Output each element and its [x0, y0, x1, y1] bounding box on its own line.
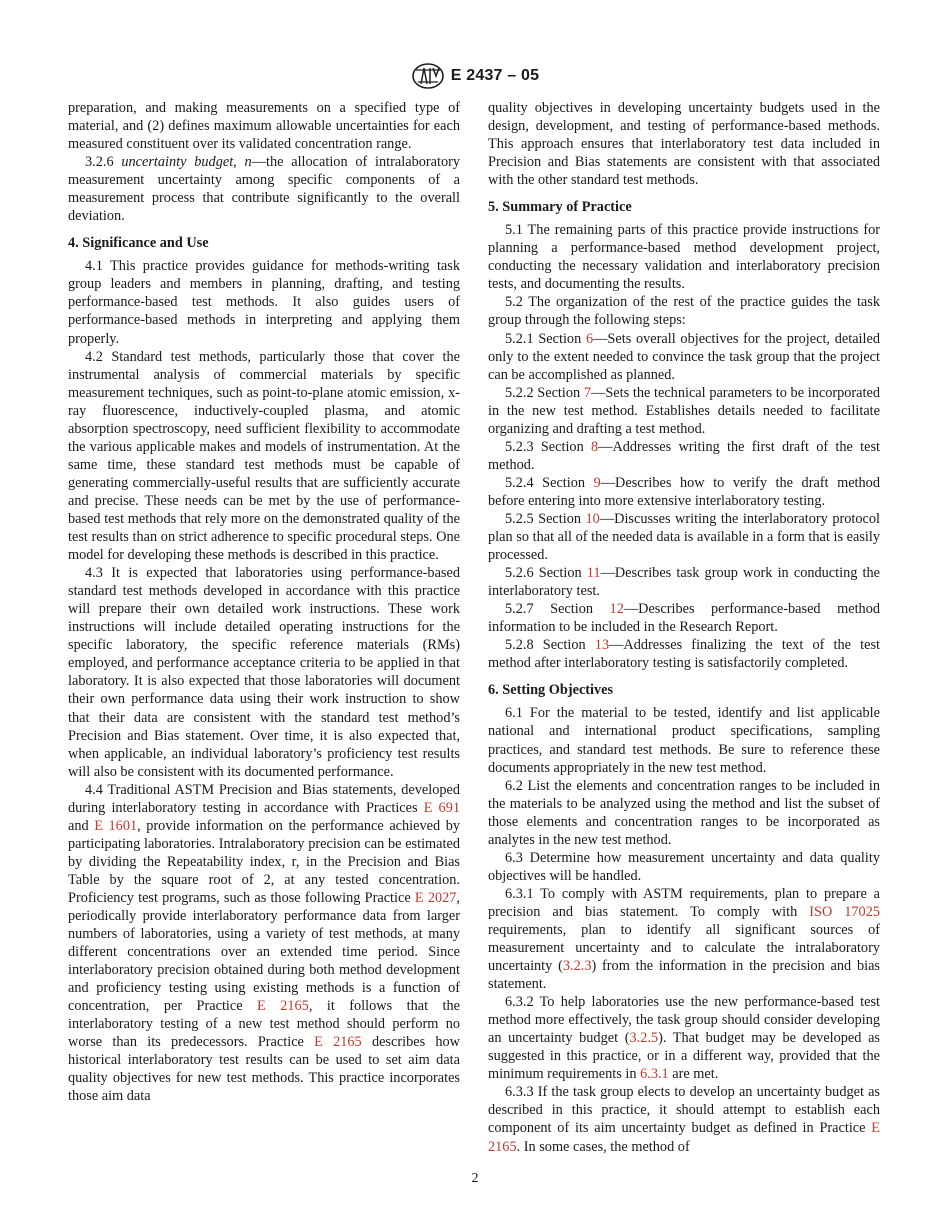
section-heading-4: 4. Significance and Use [68, 235, 209, 252]
paragraph-6-2: 6.2 List the elements and concentration ranges to be included in the materials to be analyzed using the method and list the subset of those elements and concentration ranges to be incorporated as analytes in the new test method. [488, 777, 880, 848]
section-link-11[interactable]: 11 [586, 565, 601, 582]
ref-link-e1601[interactable]: E 1601 [94, 817, 138, 834]
ref-link-3-2-3[interactable]: 3.2.3 [562, 958, 592, 975]
paragraph-6-3: 6.3 Determine how measurement uncertainty and data quality objectives will be handled. [488, 849, 880, 884]
defined-term: uncertainty budget [121, 154, 234, 171]
paragraph-5-2-8: 5.2.8 Section 13—Addresses finalizing the text of the test method after interlaboratory testing is satisfactorily completed. [488, 637, 880, 672]
ref-link-iso17025[interactable]: ISO 17025 [809, 903, 880, 920]
paragraph-5-2-2: 5.2.2 Section 7—Sets the technical parameters to be incorporated in the new test method. Establishes details needed to facilitate organizing and drafting a test method. [488, 384, 880, 437]
paragraph-5-2: 5.2 The organization of the rest of the practice guides the task group through the following steps: [488, 294, 880, 329]
section-link-12[interactable]: 12 [609, 601, 624, 618]
paragraph-5-2-3: 5.2.3 Section 8—Addresses writing the first draft of the test method. [488, 438, 880, 473]
ref-link-e2027[interactable]: E 2027 [414, 889, 457, 906]
designation: E 2437 – 05 [450, 67, 540, 84]
paragraph-6-3-3: 6.3.3 If the task group elects to develop an uncertainty budget as described in this practice, it should attempt to establish each component of its aim uncertainty budget as defined in Practice E 2165. In some cases, the method of [488, 1084, 880, 1155]
ref-link-e691[interactable]: E 691 [423, 799, 460, 816]
section-link-7[interactable]: 7 [583, 384, 592, 401]
paragraph-6-1: 6.1 For the material to be tested, identify and list applicable national and international product specifications, sampling practices, and standard test methods. Be sure to reference these documents appropriately in the new test method. [488, 705, 880, 776]
paragraph-3-2-6: 3.2.6 uncertainty budget, n—the allocation of intralaboratory measurement uncertainty among specific components of a measurement process that contribute significantly to the overall deviation. [68, 154, 460, 225]
ref-link-e2165[interactable]: E 2165 [314, 1034, 362, 1051]
ref-link-e2165[interactable]: E 2165 [488, 1120, 880, 1155]
astm-logo-icon [411, 62, 445, 90]
paragraph-continued: preparation, and making measurements on a specified type of material, and (2) defines maximum allowable uncertainties for each measured constituent over its validated concentration range. [68, 100, 460, 153]
paragraph-5-2-1: 5.2.1 Section 6—Sets overall objectives for the project, detailed only to the extent needed to convince the task group that the project can be accomplished as planned. [488, 330, 880, 383]
section-link-9[interactable]: 9 [593, 474, 601, 491]
paragraph-4-1: 4.1 This practice provides guidance for methods-writing task group leaders and members in planning, drafting, and testing performance-based test methods. It also guides users of performance-based methods in interpreting and applying them properly. [68, 258, 460, 347]
page-number: 2 [471, 1171, 479, 1186]
page-header [0, 62, 950, 92]
paragraph-4-2: 4.2 Standard test methods, particularly those that cover the instrumental analysis of commercial materials by specific measurement techniques, such as point-to-plane atomic emission, x-ray fluorescence, inductively-coupled plasma, and atomic absorption spectroscopy, need sufficient flexibility to accommodate the various applicable makes and models of instrumentation. At the same time, these standard test methods must be capable of generating commercially-useful results that are sufficiently accurate and precise. These needs can be met by the use of performance-based test methods that rely more on the demonstrated quality of the test results than on strict adherence to specific procedural steps. One model for developing these methods is described in this practice. [68, 348, 460, 564]
right-column [488, 99, 880, 1156]
paragraph-4-4-continued: quality objectives in developing uncertainty budgets used in the design, development, and testing of performance-based methods. This approach ensures that interlaboratory test data included in Precision and Bias statements are consistent with that associated with the other standard test methods. [488, 100, 880, 189]
section-link-8[interactable]: 8 [590, 438, 599, 455]
paragraph-6-3-1: 6.3.1 To comply with ASTM requirements, plan to prepare a precision and bias statement. To comply with ISO 17025 requirements, plan to identify all significant sources of measurement uncertainty and to calculate the intralaboratory uncertainty (3.2.3) from the information in the precision and bias statement. [488, 885, 880, 993]
paragraph-5-2-7: 5.2.7 Section 12—Describes performance-based method information to be included in the Research Report. [488, 601, 880, 636]
paragraph-6-3-2: 6.3.2 To help laboratories use the new performance-based test method more effectively, the task group should consider developing an uncertainty budget (3.2.5). That budget may be developed as suggested in this practice, or in a different way, provided that the minimum requirements in 6.3.1 are met. [488, 994, 880, 1083]
ref-link-e2165[interactable]: E 2165 [257, 998, 309, 1015]
section-heading-6: 6. Setting Objectives [488, 682, 614, 699]
section-heading-5: 5. Summary of Practice [488, 199, 632, 216]
left-column [68, 99, 460, 1106]
paragraph-4-3: 4.3 It is expected that laboratories using performance-based standard test methods developed in accordance with this practice will prepare their own detailed work instructions. These work instructions will include detailed operating instructions for the specific laboratory, the specific reference materials (RMs) employed, and performance acceptance criteria to be applied in that laboratory. It is also expected that those laboratories will document their own performance data using their work instruction to show that their data are consistent with the standard test method’s Precision and Bias statement. Over time, it is also expected that, when applicable, an individual laboratory’s proficiency test results will also be consistent with its documented performance. [68, 565, 460, 780]
paragraph-5-2-4: 5.2.4 Section 9—Describes how to verify the draft method before entering into more extensive interlaboratory testing. [488, 474, 880, 509]
paragraph-5-1: 5.1 The remaining parts of this practice provide instructions for planning a performance-based method development project, conducting the necessary validation and interlaboratory precision tests, and documenting the results. [488, 222, 880, 293]
section-link-13[interactable]: 13 [594, 637, 610, 654]
paragraph-5-2-6: 5.2.6 Section 11—Describes task group work in conducting the interlaboratory test. [488, 565, 880, 600]
paragraph-5-2-5: 5.2.5 Section 10—Discusses writing the interlaboratory protocol plan so that all of the needed data is available in a form that is easily processed. [488, 510, 880, 564]
ref-link-6-3-1[interactable]: 6.3.1 [640, 1066, 669, 1083]
section-link-10[interactable]: 10 [585, 510, 600, 527]
section-link-6[interactable]: 6 [585, 330, 594, 347]
ref-link-3-2-5[interactable]: 3.2.5 [629, 1030, 659, 1047]
paragraph-4-4: 4.4 Traditional ASTM Precision and Bias statements, developed during interlaboratory testing in accordance with Practices E 691 and E 1601, provide information on the performance achieved by participating laboratories. Intralaboratory precision can be estimated by dividing the Repeatability index, r, in the Precision and Bias Table by the square root of 2, at any tested concentration. Proficiency test programs, such as those following Practice E 2027, periodically provide interlaboratory performance data from larger numbers of laboratories, using a variety of test methods, at many different concentrations over an extended time period. Since interlaboratory precision obtained during both method development and proficiency testing using existing methods is a function of concentration, per Practice E 2165, it follows that the interlaboratory testing of a new test method should perform no worse than its predecessors. Practice E 2165 describes how historical interlaboratory test results can be used to set aim data quality objectives for new test methods. This practice incorporates those aim data [68, 781, 460, 1105]
